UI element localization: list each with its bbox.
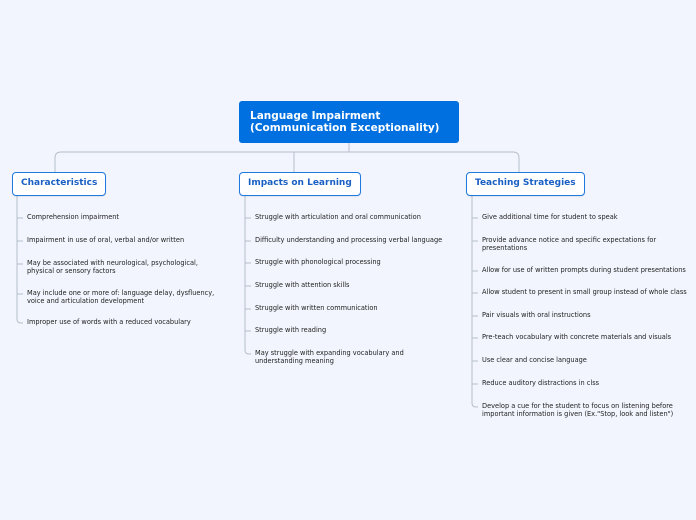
connector-spine-impacts: [245, 196, 251, 354]
subtopic-impacts-4[interactable]: Struggle with attention skills: [255, 281, 350, 289]
subtopic-characteristics-1[interactable]: Comprehension impairment: [27, 213, 120, 221]
subtopic-strategies-2[interactable]: Provide advance notice and specific expectations for presentations: [482, 236, 657, 252]
subtopic-strategies-6[interactable]: Pre-teach vocabulary with concrete materials and visuals: [482, 333, 672, 341]
subtopic-impacts-3[interactable]: Struggle with phonological processing: [255, 258, 381, 266]
subtopic-impacts-5[interactable]: Struggle with written communication: [255, 304, 378, 312]
subtopic-strategies-3[interactable]: Allow for use of written prompts during student presentations: [482, 266, 686, 274]
subtopic-characteristics-4[interactable]: May include one or more of: language delay, dysfluency, voice and articulation development: [27, 289, 215, 305]
subtopic-strategies-4[interactable]: Allow student to present in small group instead of whole class: [482, 288, 687, 296]
topic-impacts-on-learning[interactable]: Impacts on Learning: [239, 172, 361, 196]
subtopic-impacts-7[interactable]: May struggle with expanding vocabulary and understanding meaning: [255, 349, 404, 365]
subtopic-impacts-1[interactable]: Struggle with articulation and oral communication: [255, 213, 421, 221]
connector-root-bar: [55, 152, 519, 172]
subtopic-strategies-8[interactable]: Reduce auditory distractions in clss: [482, 379, 600, 387]
subtopic-strategies-9[interactable]: Develop a cue for the student to focus on listening before important information is given (Ex."Stop, look and listen"): [482, 402, 674, 418]
root-topic[interactable]: Language Impairment (Communication Exceptionality): [239, 101, 459, 143]
subtopic-characteristics-2[interactable]: Impairment in use of oral, verbal and/or written: [27, 236, 185, 244]
subtopic-strategies-7[interactable]: Use clear and concise language: [482, 356, 587, 364]
subtopic-strategies-5[interactable]: Pair visuals with oral instructions: [482, 311, 591, 319]
connector-spine-strategies: [472, 196, 478, 407]
subtopic-impacts-6[interactable]: Struggle with reading: [255, 326, 327, 334]
subtopic-characteristics-3[interactable]: May be associated with neurological, psychological, physical or sensory factors: [27, 259, 198, 275]
topic-characteristics[interactable]: Characteristics: [12, 172, 106, 196]
subtopic-strategies-1[interactable]: Give additional time for student to speak: [482, 213, 618, 221]
subtopic-characteristics-5[interactable]: Improper use of words with a reduced vocabulary: [27, 318, 191, 326]
subtopic-impacts-2[interactable]: Difficulty understanding and processing verbal language: [255, 236, 443, 244]
connector-spine-characteristics: [17, 196, 23, 323]
topic-teaching-strategies[interactable]: Teaching Strategies: [466, 172, 585, 196]
